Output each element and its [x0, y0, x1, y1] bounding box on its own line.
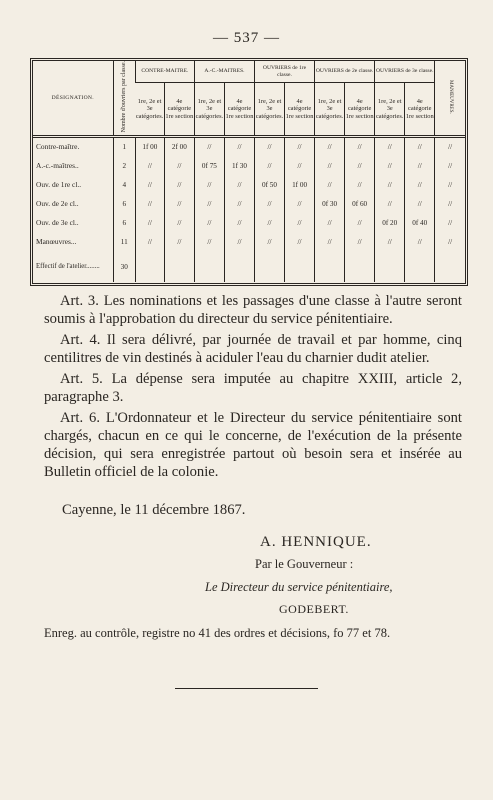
wage-cell: // [405, 137, 435, 158]
page-number: — 537 — [213, 30, 280, 46]
row-label: Ouv. de 1re cl.. [36, 180, 82, 190]
row-label: Ouv. de 3e cl.. [36, 218, 79, 228]
wage-table [30, 58, 468, 286]
wage-cell: // [164, 233, 194, 252]
wage-cell: 0f 50 [254, 176, 284, 195]
wage-cell: // [375, 195, 405, 214]
wage-cell: 0f 20 [375, 214, 405, 233]
row-label: A.-c.-maîtres.. [36, 161, 79, 171]
table-row [33, 137, 465, 158]
wage-cell: // [345, 157, 375, 176]
group-header: OUVRIERS de 3e classe. [375, 61, 435, 83]
wage-cell: // [375, 137, 405, 158]
wage-cell: // [375, 176, 405, 195]
wage-cell: // [224, 214, 254, 233]
group-header: A.-C.-MAITRES. [194, 61, 254, 83]
signer-name: A. HENNIQUE. [260, 534, 372, 550]
director-name: GODEBERT. [279, 602, 349, 616]
wage-cell: // [194, 195, 224, 214]
wage-cell: // [345, 233, 375, 252]
table-row [33, 157, 465, 176]
wage-cell: // [345, 214, 375, 233]
wage-cell: // [194, 137, 224, 158]
wage-cell: // [224, 137, 254, 158]
article-5: Art. 5. La dépense sera imputée au chapitre XXIII, article 2, paragraphe 3. [44, 371, 462, 405]
article-4: Art. 4. Il sera délivré, par journée de travail et par homme, cinq centilitres de vin destinés à aciduler l'eau du charnier dudit atelier. [44, 332, 462, 366]
sub-header: 4e catégorie 1re section [164, 83, 194, 137]
salary-table [33, 61, 465, 282]
registry-note: Enreg. au contrôle, registre no 41 des ordres et décisions, fo 77 et 78. [44, 626, 391, 640]
wage-cell: 1f 30 [224, 157, 254, 176]
total-label: Effectif de l'atelier........ [36, 263, 100, 271]
wage-cell: // [315, 233, 345, 252]
count-header: Nombre d'ouvriers par classe. [113, 61, 135, 137]
article-6: Art. 6. L'Ordonnateur et le Directeur du service pénitentiaire sont chargés, chacun en ce qui le concerne, de l'exécution de la présente décision, qui sera enregistrée partout où besoin sera et insérée au Bulletin officiel de la colonie. [44, 410, 462, 480]
wage-cell: // [194, 233, 224, 252]
director-title: Le Directeur du service pénitentiaire, [205, 580, 393, 594]
row-label: Manœuvres... [36, 237, 77, 247]
row-count: 2 [113, 157, 135, 176]
wage-cell: // [135, 195, 164, 214]
wage-cell: // [224, 195, 254, 214]
wage-cell: // [435, 176, 465, 195]
wage-cell: 0f 60 [345, 195, 375, 214]
wage-cell: // [315, 176, 345, 195]
sub-header: 1re, 2e et 3e catégories. [375, 83, 405, 137]
wage-cell: 1f 00 [135, 137, 164, 158]
row-label: Ouv. de 2e cl.. [36, 199, 79, 209]
wage-cell: // [375, 157, 405, 176]
wage-cell: // [254, 195, 284, 214]
date-line: Cayenne, le 11 décembre 1867. [62, 502, 246, 518]
wage-cell: // [194, 214, 224, 233]
wage-cell: // [345, 176, 375, 195]
wage-cell: // [224, 233, 254, 252]
group-header: OUVRIERS de 2e classe. [315, 61, 375, 83]
manoeuvres-header: MANŒUVRES. [435, 61, 465, 137]
wage-cell: // [345, 137, 375, 158]
wage-cell: // [405, 195, 435, 214]
sub-header: 4e catégorie 1re section [405, 83, 435, 137]
wage-cell: // [135, 233, 164, 252]
wage-cell: // [254, 233, 284, 252]
wage-cell: 0f 40 [405, 214, 435, 233]
row-count: 1 [113, 137, 135, 158]
wage-cell: // [135, 214, 164, 233]
row-count: 11 [113, 233, 135, 252]
wage-cell: // [435, 157, 465, 176]
group-header: CONTRE-MAITRE. [135, 61, 194, 83]
row-count: 6 [113, 214, 135, 233]
wage-cell: // [135, 176, 164, 195]
total-value: 30 [113, 252, 135, 282]
sub-header: 1re, 2e et 3e catégories. [135, 83, 164, 137]
article-3: Art. 3. Les nominations et les passages d'une classe à l'autre seront soumis à l'approbation du directeur du service pénitentiaire. [44, 293, 462, 327]
sub-header: 1re, 2e et 3e catégories. [194, 83, 224, 137]
wage-cell: // [285, 137, 315, 158]
row-count: 4 [113, 176, 135, 195]
wage-cell: // [285, 195, 315, 214]
wage-cell: 2f 00 [164, 137, 194, 158]
wage-cell: // [254, 214, 284, 233]
wage-cell: // [375, 233, 405, 252]
closing-rule [175, 688, 318, 689]
wage-cell: // [254, 157, 284, 176]
table-row [33, 176, 465, 195]
wage-cell: // [254, 137, 284, 158]
for-governor: Par le Gouverneur : [255, 557, 354, 571]
wage-cell: // [224, 176, 254, 195]
wage-cell: // [285, 157, 315, 176]
row-label: Contre-maître. [36, 142, 80, 152]
articles [44, 292, 462, 484]
wage-cell: // [315, 214, 345, 233]
wage-cell: // [285, 233, 315, 252]
wage-cell: // [164, 214, 194, 233]
wage-cell: 0f 75 [194, 157, 224, 176]
wage-cell: 0f 30 [315, 195, 345, 214]
sub-header: 4e catégorie 1re section [285, 83, 315, 137]
wage-cell: // [194, 176, 224, 195]
sub-header: 1re, 2e et 3e catégories. [315, 83, 345, 137]
wage-cell: 1f 00 [285, 176, 315, 195]
table-row [33, 233, 465, 252]
sub-header: 1re, 2e et 3e catégories. [254, 83, 284, 137]
wage-cell: // [164, 176, 194, 195]
wage-cell: // [435, 233, 465, 252]
table-row [33, 195, 465, 214]
row-count: 6 [113, 195, 135, 214]
sub-header: 4e catégorie 1re section [345, 83, 375, 137]
wage-cell: // [135, 157, 164, 176]
wage-cell: // [435, 214, 465, 233]
wage-cell: // [315, 137, 345, 158]
wage-cell: // [285, 214, 315, 233]
wage-cell: // [405, 157, 435, 176]
group-header: OUVRIERS de 1re classe. [254, 61, 314, 83]
sub-header: 4e catégorie 1re section [224, 83, 254, 137]
wage-cell: // [405, 176, 435, 195]
total-row [33, 252, 465, 282]
wage-cell: // [164, 157, 194, 176]
wage-cell: // [405, 233, 435, 252]
wage-cell: // [435, 137, 465, 158]
wage-cell: // [315, 157, 345, 176]
designation-header: DÉSIGNATION. [33, 61, 113, 137]
wage-cell: // [164, 195, 194, 214]
table-row [33, 214, 465, 233]
wage-cell: // [435, 195, 465, 214]
